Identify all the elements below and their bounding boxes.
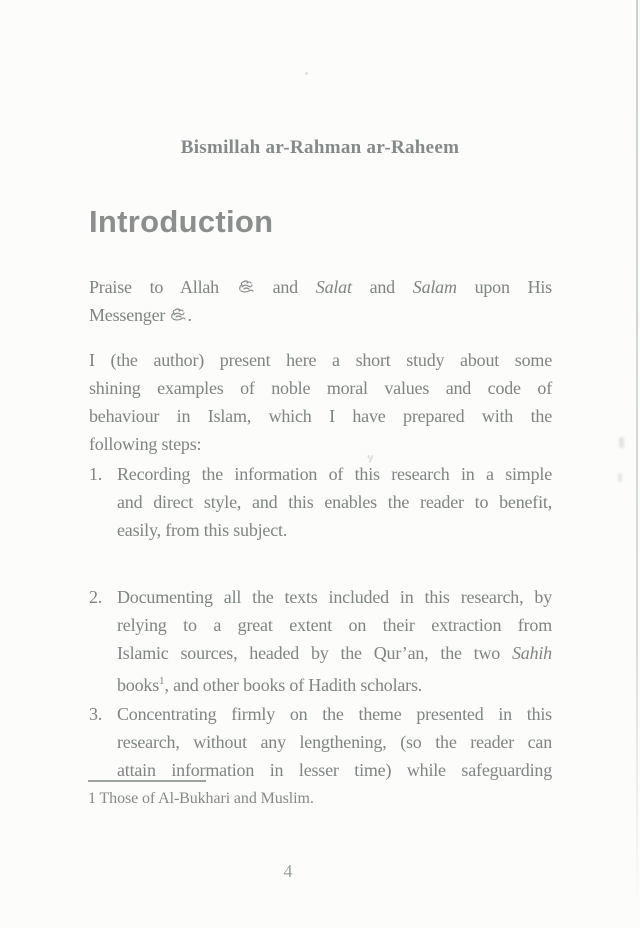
text-line — [117, 700, 552, 728]
text-segment: Salat — [315, 277, 352, 297]
opening-paragraph — [89, 273, 552, 329]
scan-artifact — [618, 473, 622, 482]
list-item-1 — [89, 460, 552, 544]
text-line — [117, 667, 552, 699]
allah-honorific-icon — [238, 279, 254, 294]
list-item-2 — [89, 583, 552, 699]
text-segment: research, without any lengthening, (so the reader can — [117, 732, 552, 752]
text-line — [117, 460, 552, 488]
text-line — [117, 611, 552, 639]
text-segment: Messenger — [89, 305, 170, 325]
text-segment: 1 — [159, 675, 165, 687]
list-number: 1. — [89, 464, 103, 484]
text-segment: shining examples of noble moral values and code of — [89, 378, 552, 398]
text-segment: Recording the information of this research in a simple — [117, 464, 552, 484]
text-segment: . — [187, 305, 192, 325]
text-line — [89, 301, 552, 329]
text-segment: behaviour in Islam, which I have prepared with the — [89, 406, 552, 426]
page-title: Introduction — [89, 204, 274, 239]
text-segment: following steps: — [89, 434, 202, 454]
prophet-honorific-icon — [170, 307, 186, 322]
text-segment: Documenting all the texts included in this research, by — [117, 587, 552, 607]
text-segment: Islamic sources, headed by the Qur’an, the two — [117, 643, 512, 663]
text-segment: easily, from this subject. — [117, 520, 288, 540]
text-line — [89, 374, 552, 402]
text-segment: Sahih — [511, 643, 552, 663]
text-segment: upon His — [456, 277, 552, 297]
footnote-text: 1 Those of Al-Bukhari and Muslim. — [88, 790, 314, 807]
list-item-text — [117, 583, 552, 699]
list-item-text — [117, 460, 552, 544]
list-number: 2. — [89, 587, 103, 607]
footnote-separator — [88, 780, 206, 782]
text-segment: Praise to Allah — [89, 277, 237, 297]
bismillah-header: Bismillah ar-Rahman ar-Raheem — [180, 137, 460, 158]
text-line — [117, 639, 552, 667]
list-number: 3. — [89, 704, 103, 724]
text-line — [89, 346, 552, 374]
text-segment: books — [117, 675, 160, 695]
text-segment: I (the author) present here a short study about some — [89, 350, 552, 370]
list-item-text — [117, 700, 552, 784]
intro-paragraph — [89, 346, 552, 458]
scan-artifact — [619, 437, 624, 448]
list-item-3 — [89, 700, 552, 784]
text-segment: and — [351, 277, 413, 297]
scan-artifact — [305, 72, 308, 75]
text-segment: , and other books of Hadith scholars. — [164, 675, 423, 695]
text-line — [89, 273, 552, 301]
text-segment: Salam — [412, 277, 457, 297]
page-edge-shadow — [636, 0, 638, 905]
text-line — [117, 488, 552, 516]
text-segment: Concentrating firmly on the theme presented in this — [117, 704, 552, 724]
text-segment: relying to a great extent on their extraction from — [117, 615, 552, 635]
page-number: 4 — [283, 861, 293, 881]
text-line — [117, 583, 552, 611]
text-segment: and direct style, and this enables the reader to benefit, — [117, 492, 552, 512]
text-segment: attain information in lesser time) while safeguarding — [117, 760, 552, 780]
text-line — [117, 516, 552, 544]
text-line — [89, 430, 552, 458]
text-line — [117, 728, 552, 756]
text-line — [89, 402, 552, 430]
text-segment: and — [254, 277, 316, 297]
